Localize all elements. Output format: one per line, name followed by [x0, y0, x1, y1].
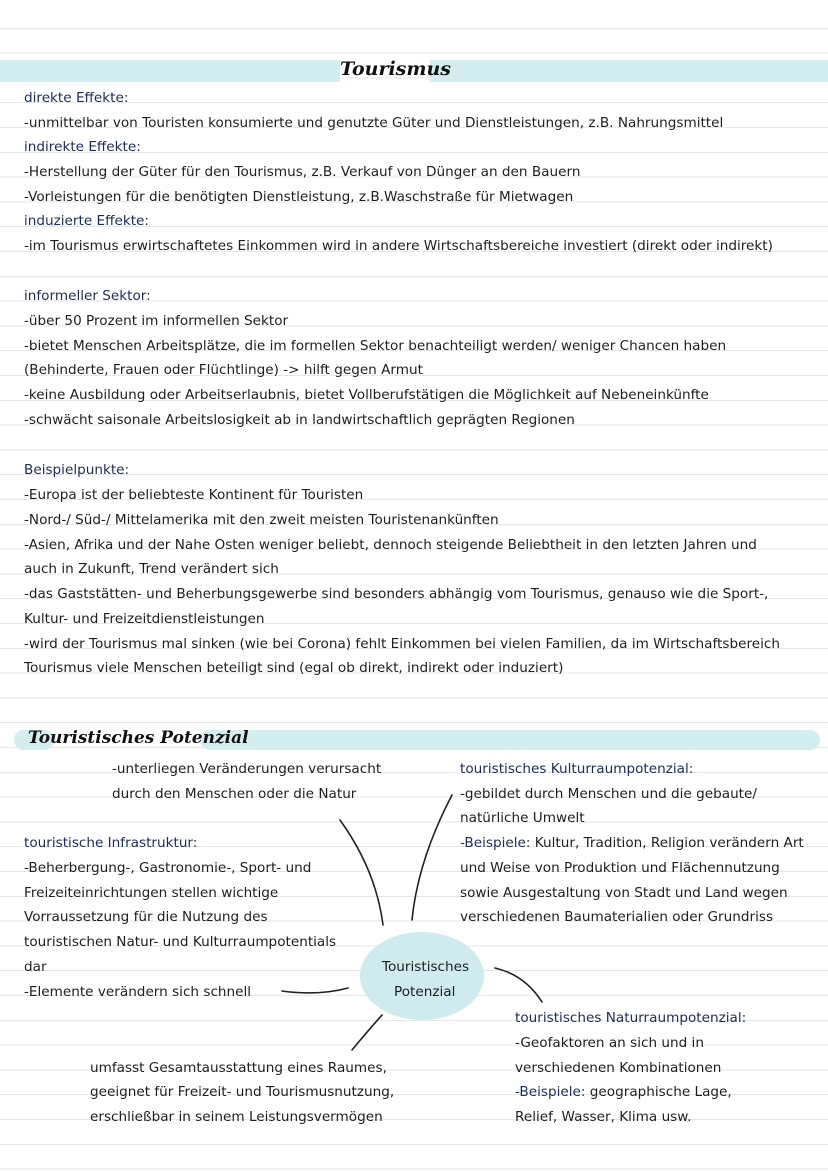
informeller-sektor-line: -bietet Menschen Arbeitsplätze, die im formellen Sektor benachteiligt werden/ weniger Chancen haben — [24, 338, 727, 354]
beispielpunkte-line: -Nord-/ Süd-/ Mittelamerika mit den zweit meisten Touristenankünften — [24, 512, 499, 528]
infrastruktur-line: -Beherbergung-, Gastronomie-, Sport- und — [24, 860, 312, 876]
kulturraum-line: -gebildet durch Menschen und die gebaute/ — [460, 786, 757, 802]
informeller-sektor-line: -über 50 Prozent im informellen Sektor — [24, 313, 289, 329]
naturraum-beispiele-label: -Beispiele: — [515, 1084, 586, 1100]
center-label-line2: Potenzial — [394, 984, 456, 1000]
infrastruktur-line: dar — [24, 959, 47, 975]
beispielpunkte-line: auch in Zukunft, Trend verändert sich — [24, 561, 279, 577]
naturraum-line — [515, 1080, 732, 1105]
beispielpunkte-heading: Beispielpunkte: — [24, 462, 130, 478]
infrastruktur-line: Vorraussetzung für die Nutzung des — [24, 909, 268, 925]
beispielpunkte-line: Kultur- und Freizeitdienstleistungen — [24, 611, 265, 627]
naturraum-line: -Geofaktoren an sich und in — [515, 1035, 704, 1051]
kulturraum-line: und Weise von Produktion und Flächennutzung — [460, 860, 780, 876]
page-title: Tourismus — [340, 58, 451, 80]
naturraum-line: Relief, Wasser, Klima usw. — [515, 1109, 692, 1125]
beispielpunkte-line: -wird der Tourismus mal sinken (wie bei Corona) fehlt Einkommen bei vielen Familien, da im Wirtschaftsbereich — [24, 636, 780, 652]
kulturraum-beispiele-label: -Beispiele: — [460, 835, 531, 851]
beispielpunkte-line: Tourismus viele Menschen beteiligt sind (egal ob direkt, indirekt oder induziert) — [24, 660, 564, 676]
beispielpunkte-line: -Europa ist der beliebteste Kontinent für Touristen — [24, 487, 364, 503]
indirekte-effekte-heading: indirekte Effekte: — [24, 139, 141, 155]
top-note-line: -unterliegen Veränderungen verursacht — [112, 761, 382, 777]
informeller-sektor-line: -keine Ausbildung oder Arbeitserlaubnis, bietet Vollberufstätigen die Möglichkeit auf Nebeneinkünfte — [24, 387, 709, 403]
induzierte-effekte-heading: induzierte Effekte: — [24, 213, 149, 229]
mindmap-title: Touristisches Potenzial — [28, 728, 249, 748]
kulturraum-beispiele-text: Kultur, Tradition, Religion verändern Art — [530, 835, 804, 851]
naturraum-heading: touristisches Naturraumpotenzial: — [515, 1010, 747, 1026]
center-label-line1: Touristisches — [382, 959, 470, 975]
indirekte-effekte-line: -Vorleistungen für die benötigten Dienstleistung, z.B.Waschstraße für Mietwagen — [24, 189, 574, 205]
naturraum-beispiele-text: geographische Lage, — [585, 1084, 732, 1100]
kulturraum-line: sowie Ausgestaltung von Stadt und Land wegen — [460, 885, 788, 901]
beispielpunkte-line: -Asien, Afrika und der Nahe Osten weniger beliebt, dennoch steigende Beliebtheit in den letzten Jahren und — [24, 537, 757, 553]
direkte-effekte-line: -unmittelbar von Touristen konsumierte und genutzte Güter und Dienstleistungen, z.B. Nahrungsmittel — [24, 115, 724, 131]
direkte-effekte-heading: direkte Effekte: — [24, 90, 129, 106]
infrastruktur-line: -Elemente verändern sich schnell — [24, 984, 252, 1000]
infrastruktur-line: touristischen Natur- und Kulturraumpotentials — [24, 934, 337, 950]
infrastruktur-heading: touristische Infrastruktur: — [24, 835, 198, 851]
kulturraum-heading: touristisches Kulturraumpotenzial: — [460, 761, 694, 777]
kulturraum-line: verschiedenen Baumaterialien oder Grundriss — [460, 909, 774, 925]
bottom-note-line: erschließbar in seinem Leistungsvermögen — [90, 1109, 383, 1125]
induzierte-effekte-line: -im Tourismus erwirtschaftetes Einkommen wird in andere Wirtschaftsbereiche investiert (direkt oder indirekt) — [24, 238, 773, 254]
kulturraum-line — [460, 831, 804, 856]
informeller-sektor-heading: informeller Sektor: — [24, 288, 151, 304]
top-note-line: durch den Menschen oder die Natur — [112, 786, 357, 802]
informeller-sektor-line: -schwächt saisonale Arbeitslosigkeit ab in landwirtschaftlich geprägten Regionen — [24, 412, 575, 428]
infrastruktur-line: Freizeiteinrichtungen stellen wichtige — [24, 885, 279, 901]
kulturraum-line: natürliche Umwelt — [460, 810, 585, 826]
naturraum-line: verschiedenen Kombinationen — [515, 1060, 722, 1076]
bottom-note-line: geeignet für Freizeit- und Tourismusnutzung, — [90, 1084, 395, 1100]
beispielpunkte-line: -das Gaststätten- und Beherbungsgewerbe sind besonders abhängig vom Tourismus, genauso wie die Sport-, — [24, 586, 769, 602]
bottom-note-line: umfasst Gesamtausstattung eines Raumes, — [90, 1060, 387, 1076]
indirekte-effekte-line: -Herstellung der Güter für den Tourismus, z.B. Verkauf von Dünger an den Bauern — [24, 164, 581, 180]
informeller-sektor-line: (Behinderte, Frauen oder Flüchtlinge) -> hilft gegen Armut — [24, 362, 423, 378]
